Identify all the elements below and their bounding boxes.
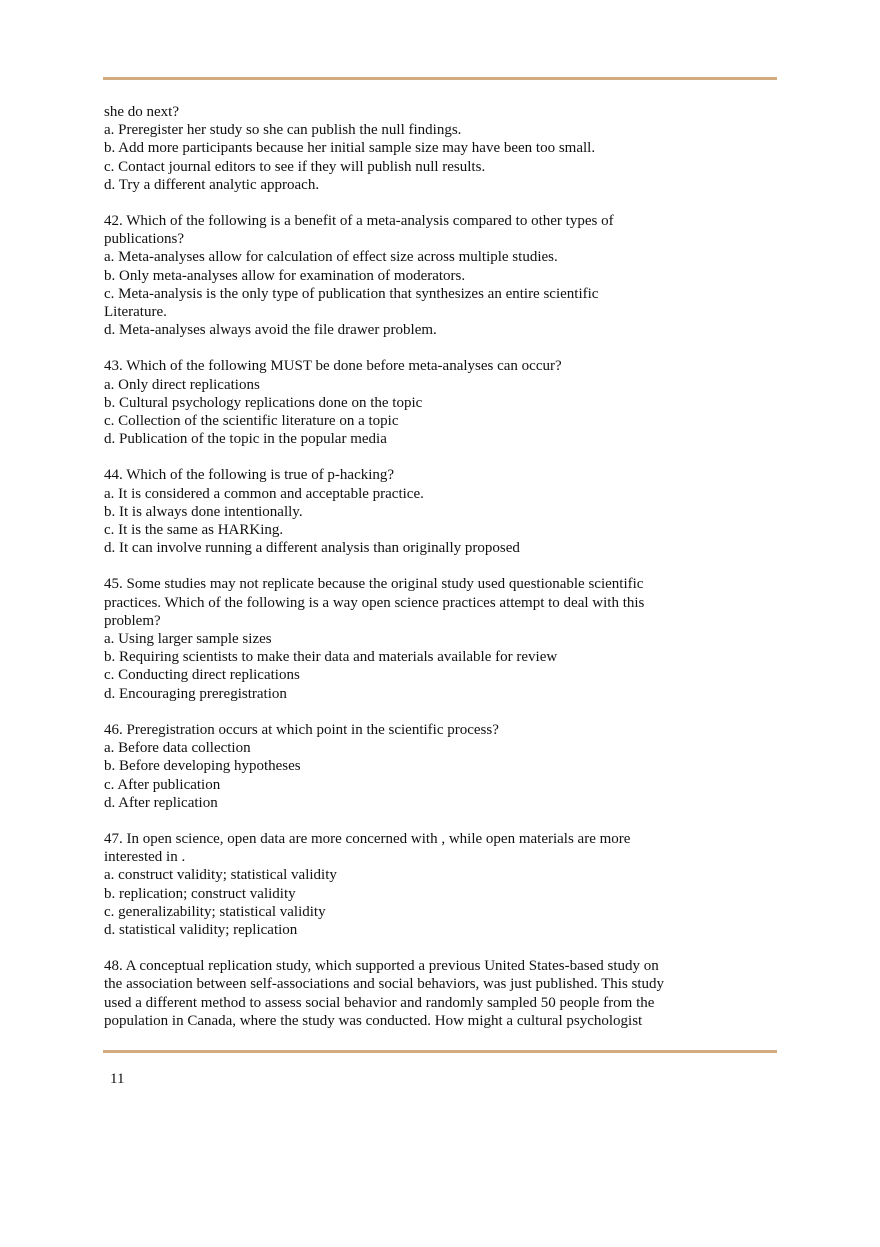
question-stem: problem?: [104, 612, 161, 629]
question-stem: 47. In open science, open data are more concerned with , while open materials are more: [104, 830, 631, 847]
question-stem: she do next?: [104, 104, 179, 120]
question-43: [104, 357, 776, 448]
question-47: [104, 830, 776, 939]
answer-option: b. Requiring scientists to make their data and materials available for review: [104, 649, 558, 666]
answer-option: d. Publication of the topic in the popular media: [104, 431, 387, 448]
question-stem: practices. Which of the following is a way open science practices attempt to deal with this: [104, 594, 645, 611]
question-stem: 45. Some studies may not replicate because the original study used questionable scientific: [104, 576, 644, 593]
answer-option: b. replication; construct validity: [104, 885, 296, 902]
question-48: [104, 957, 776, 1030]
answer-option: d. It can involve running a different analysis than originally proposed: [104, 540, 520, 557]
answer-option: a. Meta-analyses allow for calculation of effect size across multiple studies.: [104, 249, 558, 266]
answer-option: b. Before developing hypotheses: [104, 758, 301, 775]
question-stem: 44. Which of the following is true of p-hacking?: [104, 467, 395, 484]
question-stem: publications?: [104, 231, 184, 248]
answer-option: c. It is the same as HARKing.: [104, 522, 284, 539]
question-stem: population in Canada, where the study was conducted. How might a cultural psychologist: [104, 1012, 643, 1029]
answer-option: c. generalizability; statistical validity: [104, 903, 326, 920]
question-46: [104, 721, 776, 812]
answer-option: b. It is always done intentionally.: [104, 503, 303, 520]
question-45: [104, 575, 776, 702]
answer-option: c. Conducting direct replications: [104, 667, 300, 684]
question-stem: interested in .: [104, 849, 186, 866]
question-stem: 48. A conceptual replication study, which supported a previous United States-based study on: [104, 958, 659, 975]
answer-option: c. Meta-analysis is the only type of publication that synthesizes an entire scientific: [104, 285, 599, 302]
answer-option: a. Using larger sample sizes: [104, 631, 272, 648]
footer-rule: [103, 1050, 777, 1053]
question-42: [104, 212, 776, 339]
answer-option: a. It is considered a common and acceptable practice.: [104, 485, 424, 502]
answer-option: d. After replication: [104, 794, 218, 811]
answer-option: Literature.: [104, 304, 167, 321]
answer-option: d. Meta-analyses always avoid the file drawer problem.: [104, 322, 437, 339]
answer-option: d. statistical validity; replication: [104, 921, 298, 938]
answer-option: b. Cultural psychology replications done on the topic: [104, 394, 423, 411]
answer-option: b. Only meta-analyses allow for examination of moderators.: [104, 267, 466, 284]
answer-option: c. Collection of the scientific literature on a topic: [104, 413, 399, 430]
answer-option: a. Before data collection: [104, 740, 251, 757]
answer-option: c. Contact journal editors to see if they will publish null results.: [104, 158, 486, 175]
question-stem: 46. Preregistration occurs at which point in the scientific process?: [104, 721, 499, 738]
answer-option: a. construct validity; statistical validity: [104, 867, 337, 884]
answer-option: d. Try a different analytic approach.: [104, 176, 320, 193]
answer-option: d. Encouraging preregistration: [104, 685, 287, 702]
question-44: [104, 466, 776, 557]
answer-option: a. Only direct replications: [104, 376, 260, 393]
page-number: 11: [110, 1071, 125, 1087]
question-41-continuation: [104, 103, 776, 194]
question-stem: 43. Which of the following MUST be done before meta-analyses can occur?: [104, 358, 562, 375]
question-stem: 42. Which of the following is a benefit of a meta-analysis compared to other types of: [104, 213, 614, 230]
answer-option: a. Preregister her study so she can publish the null findings.: [104, 122, 462, 139]
answer-option: b. Add more participants because her initial sample size may have been too small.: [104, 140, 596, 157]
header-rule: [103, 77, 777, 80]
answer-option: c. After publication: [104, 776, 221, 793]
question-stem: used a different method to assess social behavior and randomly sampled 50 people from the: [104, 994, 655, 1011]
question-stem: the association between self-associations and social behaviors, was just published. This study: [104, 976, 665, 993]
page-content: [104, 103, 776, 1048]
